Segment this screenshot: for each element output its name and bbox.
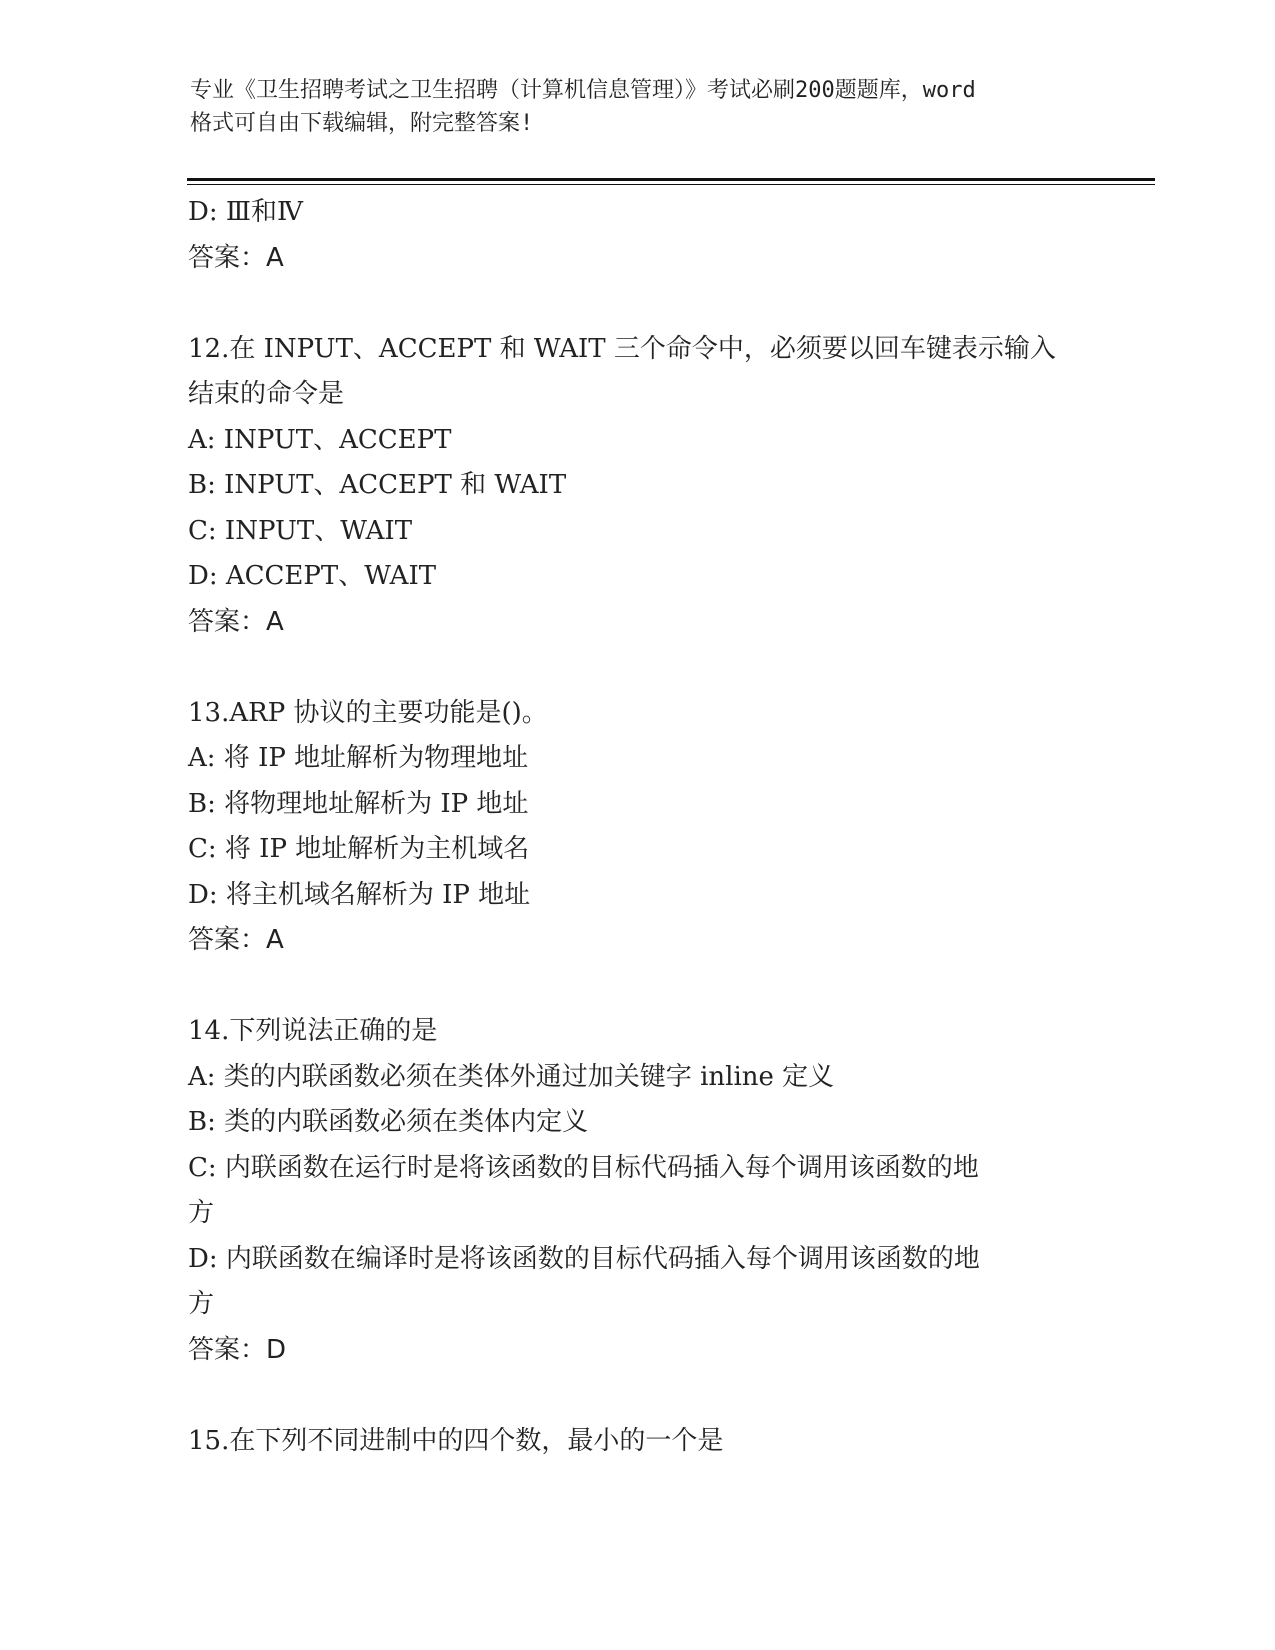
question-stem: 14.下列说法正确的是 (188, 1016, 438, 1046)
document-body (188, 190, 1108, 1464)
header-rule-thin (187, 184, 1155, 185)
question-stem: 13.ARP 协议的主要功能是()。 (188, 697, 548, 728)
prev-answer: 答案：A (188, 242, 284, 273)
option-d: D: 内联函数在编译时是将该函数的目标代码插入每个调用该函数的地 (188, 1243, 980, 1274)
answer: 答案：D (188, 1334, 287, 1365)
question-stem: 15.在下列不同进制中的四个数，最小的一个是 (188, 1425, 724, 1456)
option-a: A: INPUT、ACCEPT (188, 424, 452, 455)
option-a: A: 类的内联函数必须在类体外通过加关键字 inline 定义 (188, 1061, 835, 1092)
option-d: D: 将主机域名解析为 IP 地址 (188, 879, 531, 910)
question-13 (188, 691, 1108, 964)
option-c: C: 内联函数在运行时是将该函数的目标代码插入每个调用该函数的地 (188, 1152, 979, 1183)
answer: 答案：A (188, 606, 284, 637)
question-12 (188, 327, 1108, 646)
answer: 答案：A (188, 925, 284, 955)
question-stem: 结束的命令是 (188, 379, 345, 409)
option-b: B: 将物理地址解析为 IP 地址 (188, 788, 529, 819)
option-b: B: 类的内联函数必须在类体内定义 (188, 1107, 589, 1137)
header-line-1: 专业《卫生招聘考试之卫生招聘（计算机信息管理）》考试必刷200题题库，word (190, 78, 976, 103)
spacer (188, 1373, 1108, 1419)
option-c: C: 将 IP 地址解析为主机域名 (188, 834, 530, 864)
question-14 (188, 1009, 1108, 1373)
prev-option-d: D: Ⅲ和Ⅳ (188, 197, 303, 227)
option-d-continued: 方 (188, 1289, 215, 1319)
header-line-2: 格式可自由下载编辑，附完整答案! (190, 111, 534, 136)
question-stem: 12.在 INPUT、ACCEPT 和 WAIT 三个命令中，必须要以回车键表示输入 (188, 333, 1056, 364)
spacer (188, 281, 1108, 327)
header-rule-thick (187, 178, 1155, 181)
option-b: B: INPUT、ACCEPT 和 WAIT (188, 470, 567, 500)
spacer (188, 645, 1108, 691)
document-header (190, 74, 1090, 140)
option-d: D: ACCEPT、WAIT (188, 561, 437, 591)
spacer (188, 964, 1108, 1010)
option-c-continued: 方 (188, 1198, 215, 1228)
option-c: C: INPUT、WAIT (188, 515, 413, 546)
question-15 (188, 1419, 1108, 1465)
option-a: A: 将 IP 地址解析为物理地址 (188, 743, 529, 773)
